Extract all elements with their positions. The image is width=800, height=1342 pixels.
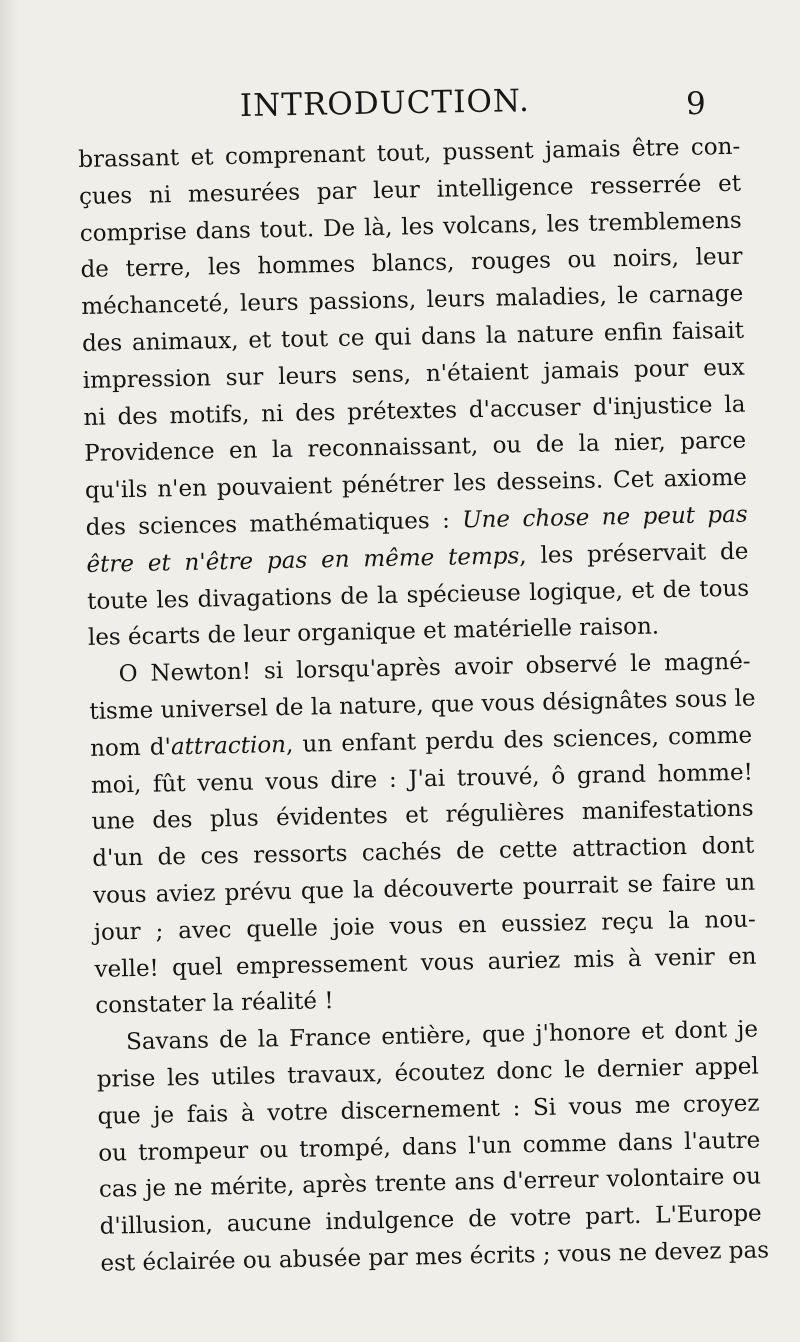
paragraph-3 xyxy=(96,1012,770,1283)
page-number: 9 xyxy=(686,86,706,122)
body-text xyxy=(78,129,770,1283)
text-line: ou trompeur ou trompé, dans l'un comme dans l'autre xyxy=(98,1127,761,1167)
text-line: prise les utiles travaux, écoutez donc le dernier appel xyxy=(96,1053,759,1093)
text-line: Providence en la reconnaissant, ou de la nier, parce xyxy=(84,428,747,468)
paragraph-1 xyxy=(78,129,750,657)
text-line: méchanceté, leurs passions, leurs maladies, le carnage xyxy=(81,280,744,321)
text-line: vous aviez prévu que la découverte pourrait se faire un xyxy=(92,869,756,909)
text-line: toute les divagations de la spécieuse logique, et de tous xyxy=(86,575,750,615)
text-line: comprise dans tout. De là, les volcans, les tremblemens xyxy=(79,207,742,247)
page-gutter-shadow xyxy=(0,0,18,1342)
text-line: une des plus évidentes et régulières manifestations xyxy=(91,795,754,836)
text-line: Savans de la France entière, que j'honore et dont je xyxy=(125,1016,759,1056)
text-line: jour ; avec quelle joie vous en eussiez reçu la nou- xyxy=(93,906,756,946)
text-segment: des sciences mathématiques : xyxy=(85,507,463,541)
text-line: O Newton! si lorsqu'après avoir observé le magné- xyxy=(118,648,751,688)
text-line: brassant et comprenant tout, pussent jamais être con- xyxy=(78,133,741,173)
text-line: cas je ne mérite, après trente ans d'erreur volontaire ou xyxy=(98,1163,762,1204)
text-line: d'un de ces ressorts cachés de cette attraction dont xyxy=(92,832,755,872)
italic-phrase: Une chose ne peut pas xyxy=(461,501,748,534)
text-line: tisme universel de la nature, que vous désignâtes sous le xyxy=(89,685,756,725)
text-line: impression sur leurs sens, n'étaient jamais pour eux xyxy=(82,354,745,394)
running-head xyxy=(0,82,800,132)
text-line: çues ni mesurées par leur intelligence resserrée et xyxy=(78,170,742,210)
text-line: que je fais à votre discernement : Si vous me croyez xyxy=(97,1090,760,1130)
text-line: les écarts de leur organique et matérielle raison. xyxy=(87,613,660,652)
text-segment: nom d' xyxy=(89,734,172,762)
italic-phrase: être et n'être pas en même temps xyxy=(86,542,520,578)
text-line: qu'ils n'en pouvaient pénétrer les desseins. Cet axiome xyxy=(84,464,748,505)
text-line: ni des motifs, ni des prétextes d'accuser d'injustice la xyxy=(83,391,746,431)
italic-word: attraction xyxy=(170,731,287,761)
text-line: moi, fût venu vous dire : J'ai trouvé, ô grand homme! xyxy=(90,759,754,799)
paragraph-2 xyxy=(88,644,757,1025)
text-line: constater la réalité ! xyxy=(95,988,334,1020)
text-segment: , les préservait de xyxy=(519,538,749,569)
text-line: d'illusion, aucune indulgence de votre part. L'Europe xyxy=(99,1200,762,1240)
running-title: INTRODUCTION. xyxy=(239,82,531,124)
text-line: des animaux, et tout ce qui dans la nature enfin faisait xyxy=(81,317,745,357)
text-line: de terre, les hommes blancs, rouges ou noirs, leur xyxy=(80,244,743,284)
text-segment: , un enfant perdu des sciences, comme xyxy=(285,722,753,758)
text-line: velle! quel empressement vous auriez mis à venir en xyxy=(94,943,757,983)
text-line: est éclairée ou abusée par mes écrits ; vous ne devez pas xyxy=(100,1237,770,1277)
